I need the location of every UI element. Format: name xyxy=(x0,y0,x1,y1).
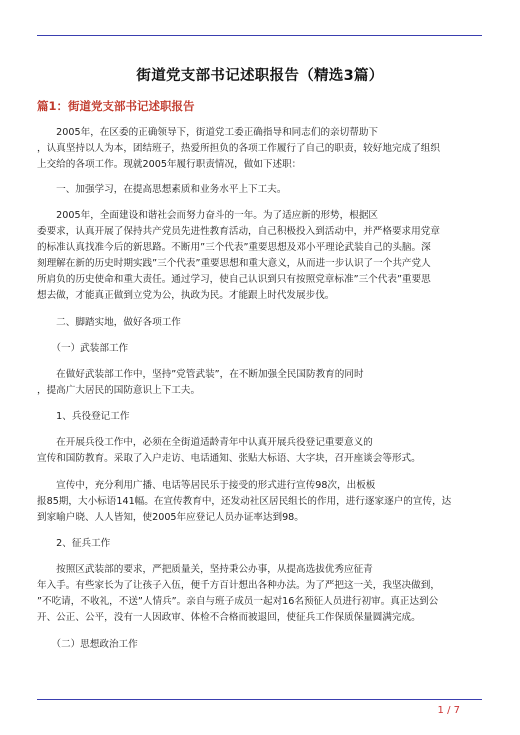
body-line: ，认真坚持以人为本，团结班子，热爱所担负的各项工作履行了自己的职责，较好地完成了组织 xyxy=(37,143,440,154)
body-line: 年入手。有些家长为了让孩子入伍，便千方百计想出各种办法。为了严把这一关，我坚决做到， xyxy=(37,580,440,591)
body-line: 2005年，全面建设和谐社会而努力奋斗的一年。为了适应新的形势，根据区 xyxy=(37,210,379,221)
body-line: 报85期，大小标语141幅。在宣传教育中，还发动社区居民组长的作用，进行逐家逐户的宣传，达 xyxy=(37,496,452,507)
body-line: 想去做，才能真正做到立党为公，执政为民。才能跟上时代发展步伐。 xyxy=(37,290,335,301)
body-line: （二）思想政治工作 xyxy=(37,639,138,650)
body-line: 2005年，在区委的正确领导下，街道党工委正确指导和同志们的亲切帮助下 xyxy=(37,127,379,138)
body-line: 按照区武装部的要求，严把质量关，坚持秉公办事，从提高选拔优秀应征青 xyxy=(37,564,373,575)
body-line: 2、征兵工作 xyxy=(37,538,111,549)
body-line: 到家喻户晓、人人皆知，使2005年应登记人员办证率达到98。 xyxy=(37,512,304,523)
body-line: 刻理解在新的历史时期实践”三个代表”重要思想和重大意义，从而进一步认识了一个共产党人 xyxy=(37,258,431,269)
page-number: 1 / 7 xyxy=(437,705,460,716)
body-line: 上交给的各项工作。现就2005年履行职责情况，做如下述职： xyxy=(37,159,302,170)
body-line: 委要求，认真开展了保持共产党员先进性教育活动，自己积极投入到活动中，并严格要求用党章 xyxy=(37,226,440,237)
body-line: 在做好武装部工作中，坚持”党管武装”，在不断加强全民国防教育的同时 xyxy=(37,369,364,380)
body-line: 1、兵役登记工作 xyxy=(37,411,130,422)
body-line: 在开展兵役工作中，必须在全街道适龄青年中认真开展兵役登记重要意义的 xyxy=(37,437,373,448)
footer-rule xyxy=(37,699,482,700)
body-line: ，提高广大居民的国防意识上下工夫。 xyxy=(37,385,201,396)
body-line: ”不吃请，不收礼，不送”人情兵”。亲自与班子成员一起对16名预征人员进行初审。真正达到公 xyxy=(37,596,439,607)
body-line: （一）武装部工作 xyxy=(37,343,129,354)
document-title: 街道党支部书记述职报告（精选3篇） xyxy=(136,68,384,84)
body-line: 宣传和国防教育。采取了入户走访、电话通知、张贴大标语、大字块，召开座谈会等形式。 xyxy=(37,453,421,464)
section-heading: 篇1：街道党支部书记述职报告 xyxy=(37,99,195,113)
body-line: 二、脚踏实地，做好各项工作 xyxy=(37,317,181,328)
body-line: 宣传中，充分利用广播、电话等居民乐于接受的形式进行宣传98次，出板板 xyxy=(37,480,376,491)
body-line: 的标准认真找准今后的新思路。不断用”三个代表”重要思想及邓小平理论武装自己的头脑。深 xyxy=(37,242,431,253)
body-line: 一、加强学习，在提高思想素质和业务水平上下工夫。 xyxy=(37,184,287,195)
body-line: 所肩负的历史使命和重大责任。通过学习，使自己认识到只有按照党章标准”三个代表”重要思 xyxy=(37,274,431,285)
header-rule xyxy=(37,35,482,36)
body-line: 开、公正、公平，没有一人因政审、体检不合格而被退回，使征兵工作保质保量圆满完成。 xyxy=(37,612,421,623)
